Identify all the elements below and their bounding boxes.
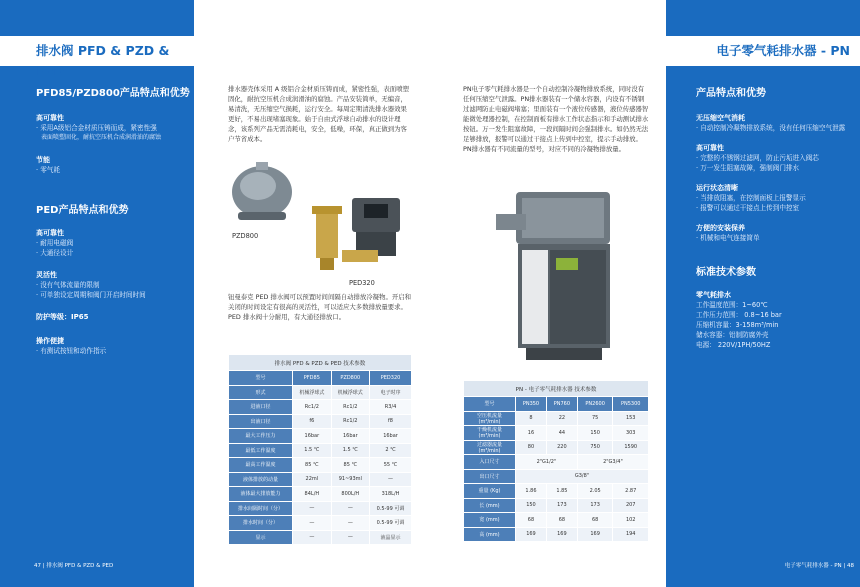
- table-row: 干燥机流量 (m³/min) 16 44 150 303: [464, 426, 649, 441]
- s2-sub-operation: 操作便捷: [36, 337, 64, 345]
- table-header-cell: PZD800: [331, 371, 369, 386]
- table-row: 高 (mm) 169 169 169 194: [464, 527, 649, 542]
- table-row: 最大工作压力 16bar 16bar 16bar: [229, 429, 412, 444]
- table-row: 液体最大排放能力 84L/H 800L/H 318L/H: [229, 487, 412, 502]
- spec-item: 工作压力范围： 0.8~16 bar: [696, 311, 782, 319]
- table-row: 排水间隔时间（分） — — 0.5-99 可调: [229, 501, 412, 516]
- s1-sub-energy: 节能: [36, 156, 50, 164]
- s2-sub-flexibility: 灵活性: [36, 271, 57, 279]
- table-row: 进液口径 Rc1/2 Rc1/2 R3/4: [229, 400, 412, 415]
- pn-drain-image: [496, 178, 626, 366]
- right-sidebar: [666, 0, 860, 587]
- table-title: 排水阀 PFD & PZD & PED 技术参数: [229, 355, 412, 371]
- list-item: · 没有气体流量的限制: [36, 281, 100, 289]
- list-item: · 可单独设定周期和阀门开启时间时间: [36, 291, 146, 299]
- list-item: · 机械和电气连接简单: [696, 234, 760, 242]
- table-row: 排水时间（分） — — 0.5-99 可调: [229, 516, 412, 531]
- list-item: · 完整的不锈钢过滤网，防止污垢进入阀芯: [696, 154, 819, 162]
- table-row: 过滤器流量 (m³/min) 80 220 750 1590: [464, 440, 649, 455]
- list-item: · 耐用电磁阀: [36, 239, 74, 247]
- table-row: 宽 (mm) 68 68 68 102: [464, 513, 649, 528]
- pfd-section-title: PFD85/PZD800产品特点和优势: [36, 88, 190, 99]
- pn-spec-table: [463, 380, 649, 542]
- spec-item: 电源： 220V/1PH/50HZ: [696, 341, 771, 349]
- list-item: · 报警可以通过干接点上传到中控室: [696, 204, 800, 212]
- ped-section-title: PED产品特点和优势: [36, 205, 129, 216]
- list-item: · 大通径设计: [36, 249, 74, 257]
- left-footer: 47 | 排水阀 PFD & PZD & PED: [34, 563, 114, 569]
- table-row: 入口尺寸 2"G1/2" 2"G3/4": [464, 455, 649, 470]
- sub-reliability: 高可靠性: [696, 144, 724, 152]
- table-row: 形式 机械浮球式 机械浮球式 电子时序: [229, 385, 412, 400]
- table-row: 出液口径 f6 Rc1/2 f8: [229, 414, 412, 429]
- table-header-cell: PFD85: [293, 371, 331, 386]
- table-header-row: 型号 PN350 PN760 PN2600 PN5300: [464, 397, 649, 412]
- sub-status: 运行状态清晰: [696, 184, 738, 192]
- sub-maintenance: 方便的安装保养: [696, 224, 745, 232]
- ped320-label: PED320: [349, 279, 375, 287]
- table-row: 重量 (Kg) 1.86 1.85 2.05 2.87: [464, 484, 649, 499]
- table-header-cell: PED320: [370, 371, 412, 386]
- list-item: · 自动控制冷凝物排放系统，没有任何压缩空气泄露: [696, 124, 846, 132]
- s1-sub-reliability: 高可靠性: [36, 114, 64, 122]
- table-row: 出口尺寸 G3/8": [464, 469, 649, 484]
- spec-item: 工作温度范围：1~60℃: [696, 301, 768, 309]
- pfd-description: 排水器壳体采用 A 级铝合金材质压铸而成，紧密性强，表面喷塑固化，耐抗空压机合成润滑油的腐蚀。产品安装简单，无编音，易清洗，无压缩空气损耗，运行安全。每周定期清洗排水器效果更好，不易出现堵塞现象。始于自由式浮球自动排水的设计理念，该系列产品无需消耗电，安全，低噪，环保，真正做到为客户节省成本。: [228, 85, 409, 143]
- list-item: 表面喷塑固化，耐抗空压机合成润滑油的腐蚀: [41, 134, 162, 141]
- table-header-row: [229, 371, 412, 386]
- sub-no-air-loss: 无压缩空气消耗: [696, 114, 745, 122]
- list-item: · 万一发生阻塞故障，强制阀门排水: [696, 164, 800, 172]
- table-row: 空压机流量 (m³/min) 8 22 75 153: [464, 411, 649, 426]
- right-footer: 电子零气耗排水器 - PN | 48: [784, 563, 854, 569]
- table-row: 最低工作温度 1.5 ℃ 1.5 ℃ 2 ℃: [229, 443, 412, 458]
- right-page-header: 电子零气耗排水器 - PN: [716, 43, 850, 58]
- pfd-spec-table: [228, 354, 412, 545]
- pzd800-label: PZD800: [232, 232, 259, 240]
- table-row: 长 (mm) 150 173 173 207: [464, 498, 649, 513]
- list-item: · 采用A级铝合金材质压铸而成，紧密性强: [36, 124, 157, 132]
- list-item: · 有测试按钮和动作指示: [36, 347, 107, 355]
- table-row: 最高工作温度 85 ℃ 85 ℃ 55 ℃: [229, 458, 412, 473]
- table-title: PN - 电子零气耗排水器 技术参数: [464, 381, 649, 397]
- left-page-header: 排水阀 PFD & PZD & PED: [36, 43, 170, 78]
- ped-description: 钮曼泰克 PED 排水阀可以预置时间间隔自动排放冷凝物。开启和关闭的时间设定有很高的灵活性，可以适应大多数排放量要求。PED 排水阀十分耐用，有大通径排放口。: [228, 293, 412, 321]
- table-row: 液体排放的动量 22ml 91~93ml —: [229, 472, 412, 487]
- table-header-cell: 型号: [229, 371, 293, 386]
- spec-sub: 零气耗排水: [696, 291, 731, 299]
- pn-specs-title: 标准技术参数: [696, 267, 756, 278]
- left-sidebar: [0, 0, 194, 587]
- list-item: · 当排放阻塞，在控制面板上报警显示: [696, 194, 806, 202]
- s2-sub-protection: 防护等级：IP65: [36, 313, 89, 321]
- spec-item: 储水容器：铝制防腐外壳: [696, 331, 769, 339]
- spec-item: 压缩机容量：3-158m³/min: [696, 321, 779, 329]
- ped320-valve-image: [312, 192, 412, 278]
- pn-features-title: 产品特点和优势: [696, 88, 766, 99]
- table-row: 显示 — — 液晶显示: [229, 530, 412, 545]
- s2-sub-reliability: 高可靠性: [36, 229, 64, 237]
- list-item: · 零气耗: [36, 166, 60, 174]
- pzd800-drain-image: [228, 160, 298, 222]
- pn-description: PN电子零气耗排水器是一个自动控制冷凝物排放系统，同时没有任何压缩空气泄露。PN排水器装有一个储水容器，内设有不锈钢过滤网防止电磁阀堵塞；里面装有一个液位传感器，液位传感器智能微处理器控制，在控制面板有排水工作状态指示和手动测试排水按钮。万一发生阻塞故障，一段间隔时间会强制排水。如仍然无法足够排放，报警可以通过干接点上传到中控室，提示手动排放。PN排水器有不同流量的型号，对应不同的冷凝物排放量。: [463, 85, 649, 153]
